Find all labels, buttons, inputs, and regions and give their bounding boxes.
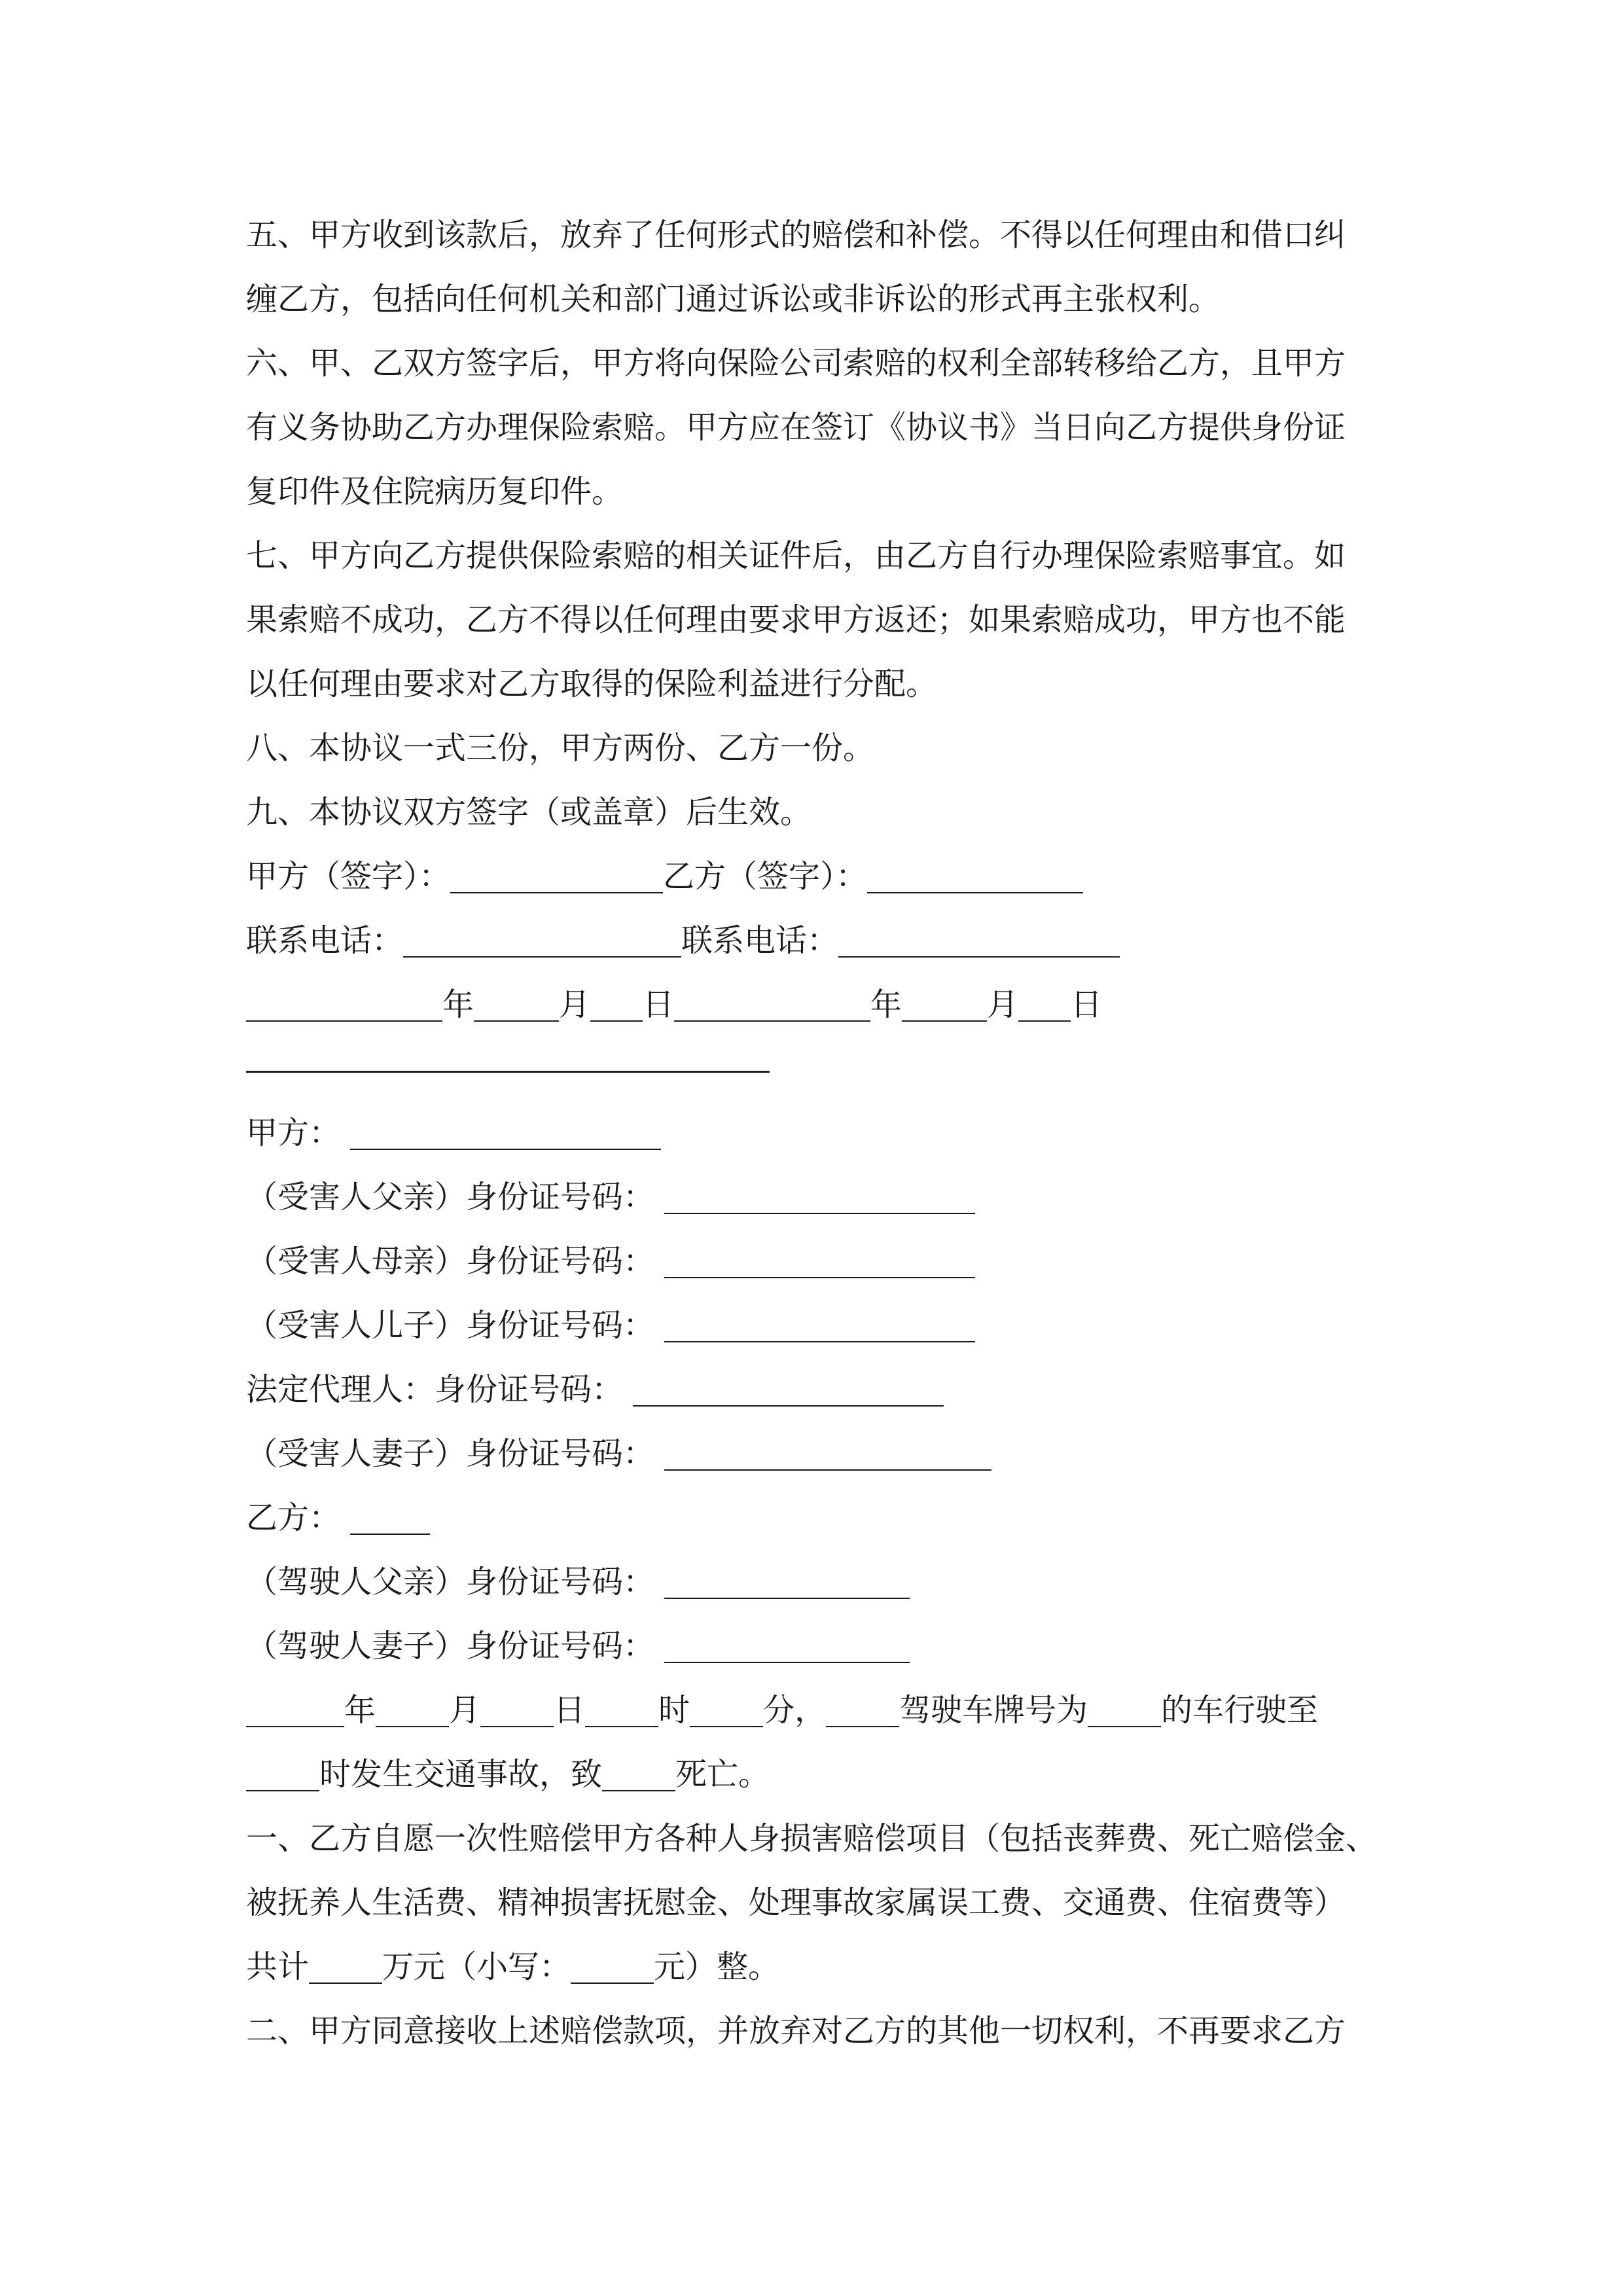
accident-year-blank[interactable] [246, 1689, 344, 1727]
victim-father-label: （受害人父亲）身份证号码： [246, 1179, 655, 1215]
accident-hour-blank[interactable] [585, 1689, 658, 1727]
legal-agent-label: 法定代理人：身份证号码： [246, 1371, 624, 1408]
driver-father-id-blank[interactable] [664, 1561, 910, 1599]
date-b-month-blank[interactable] [902, 984, 987, 1022]
accident-occurred-label: 时发生交通事故，致 [319, 1756, 603, 1793]
dash-separator [246, 1070, 770, 1073]
driver-wife-row [246, 1614, 1385, 1678]
victim-wife-id-blank[interactable] [664, 1433, 991, 1471]
amount-wan-blank[interactable] [309, 1946, 382, 1984]
clause-9: 九、本协议双方签字（或盖章）后生效。 [246, 794, 812, 831]
amount-yuan-label: 元）整。 [654, 1948, 780, 1985]
accident-line-1 [246, 1678, 1385, 1742]
clause-6-line-2: 有义务协助乙方办理保险索赔。甲方应在签订《协议书》当日向乙方提供身份证 [246, 409, 1346, 446]
driver-wife-id-blank[interactable] [664, 1625, 910, 1663]
term-1-line-3 [246, 1935, 1385, 1999]
date-b-year-blank[interactable] [674, 984, 870, 1022]
clause-5-line-1: 五、甲方收到该款后，放弃了任何形式的赔偿和补偿。不得以任何理由和借口纠 [246, 217, 1346, 253]
phone-a-label: 联系电话： [246, 922, 404, 959]
amount-wan-label: 万元（小写： [382, 1948, 571, 1985]
date-a-day-blank[interactable] [590, 984, 643, 1022]
driver-name-blank[interactable] [826, 1689, 899, 1727]
date-b-month-label: 月 [987, 986, 1019, 1023]
clause-6-line-1: 六、甲、乙双方签字后，甲方将向保险公司索赔的权利全部转移给乙方，且甲方 [246, 345, 1346, 382]
party-a-label: 甲方： [246, 1115, 341, 1151]
accident-month-label: 月 [449, 1692, 481, 1729]
plate-number-blank[interactable] [1088, 1689, 1161, 1727]
party-b-sign-blank[interactable] [867, 855, 1083, 893]
legal-agent-id-blank[interactable] [633, 1369, 944, 1407]
victim-mother-label: （受害人母亲）身份证号码： [246, 1243, 655, 1280]
accident-day-blank[interactable] [480, 1689, 554, 1727]
driver-father-label: （驾驶人父亲）身份证号码： [246, 1564, 655, 1600]
victim-son-label: （受害人儿子）身份证号码： [246, 1307, 655, 1344]
signature-row [246, 844, 1385, 908]
clause-6-line-3: 复印件及住院病历复印件。 [246, 473, 624, 510]
driver-wife-label: （驾驶人妻子）身份证号码： [246, 1628, 655, 1664]
date-b-day-blank[interactable] [1018, 984, 1071, 1022]
phone-a-blank[interactable] [403, 920, 681, 958]
clause-7-line-1: 七、甲方向乙方提供保险索赔的相关证件后，由乙方自行办理保险索赔事宜。如 [246, 537, 1346, 574]
phone-b-label: 联系电话： [681, 922, 839, 959]
date-row [246, 973, 1385, 1037]
term-2-line-1: 二、甲方同意接收上述赔偿款项，并放弃对乙方的其他一切权利，不再要求乙方 [246, 2013, 1346, 2049]
section-divider [246, 1037, 1385, 1101]
phone-row [246, 908, 1385, 973]
party-a-row [246, 1101, 1385, 1165]
victim-wife-row [246, 1422, 1385, 1486]
party-a-name-blank[interactable] [350, 1112, 661, 1150]
date-b-day-label: 日 [1071, 986, 1103, 1023]
phone-b-blank[interactable] [838, 920, 1120, 958]
death-label: 死亡。 [675, 1756, 770, 1793]
vehicle-to-label: 的车行驶至 [1161, 1692, 1319, 1729]
accident-location-blank[interactable] [246, 1753, 319, 1791]
victim-mother-row [246, 1229, 1385, 1293]
clause-8: 八、本协议一式三份，甲方两份、乙方一份。 [246, 730, 875, 766]
term-1-line-2: 被抚养人生活费、精神损害抚慰金、处理事故家属误工费、交通费、住宿费等） [246, 1884, 1346, 1921]
accident-minute-blank[interactable] [690, 1689, 763, 1727]
victim-son-row [246, 1293, 1385, 1357]
date-a-day-label: 日 [643, 986, 675, 1023]
party-a-sign-blank[interactable] [450, 855, 663, 893]
victim-father-id-blank[interactable] [664, 1176, 975, 1214]
date-a-month-label: 月 [559, 986, 591, 1023]
victim-wife-label: （受害人妻子）身份证号码： [246, 1435, 655, 1472]
date-b-year-label: 年 [870, 986, 902, 1023]
accident-year-label: 年 [344, 1692, 376, 1729]
party-b-name-blank[interactable] [350, 1497, 430, 1535]
accident-line-2 [246, 1742, 1385, 1806]
clause-5-line-2: 缠乙方，包括向任何机关和部门通过诉讼或非诉讼的形式再主张权利。 [246, 281, 1221, 317]
victim-father-row [246, 1165, 1385, 1229]
party-b-sign-label: 乙方（签字）： [663, 858, 868, 895]
term-1-line-1: 一、乙方自愿一次性赔偿甲方各种人身损害赔偿项目（包括丧葬费、死亡赔偿金、 [246, 1820, 1378, 1857]
driving-plate-label: 驾驶车牌号为 [899, 1692, 1088, 1729]
party-b-row [246, 1486, 1385, 1550]
party-a-sign-label: 甲方（签字）： [246, 858, 451, 895]
total-label: 共计 [246, 1948, 310, 1985]
accident-day-label: 日 [554, 1692, 586, 1729]
driver-father-row [246, 1550, 1385, 1614]
legal-agent-row [246, 1357, 1385, 1422]
accident-month-blank[interactable] [376, 1689, 449, 1727]
victim-mother-id-blank[interactable] [664, 1240, 975, 1278]
party-b-label: 乙方： [246, 1499, 341, 1536]
date-a-month-blank[interactable] [474, 984, 559, 1022]
victim-son-id-blank[interactable] [664, 1304, 975, 1342]
accident-minute-label: 分， [763, 1692, 827, 1729]
amount-yuan-blank[interactable] [571, 1946, 654, 1984]
accident-hour-label: 时 [658, 1692, 690, 1729]
deceased-name-blank[interactable] [602, 1753, 675, 1791]
clause-7-line-3: 以任何理由要求对乙方取得的保险利益进行分配。 [246, 666, 938, 702]
date-a-year-label: 年 [442, 986, 474, 1023]
date-a-year-blank[interactable] [246, 984, 442, 1022]
clause-7-line-2: 果索赔不成功，乙方不得以任何理由要求甲方返还；如果索赔成功，甲方也不能 [246, 601, 1346, 638]
agreement-body [246, 203, 1385, 2063]
